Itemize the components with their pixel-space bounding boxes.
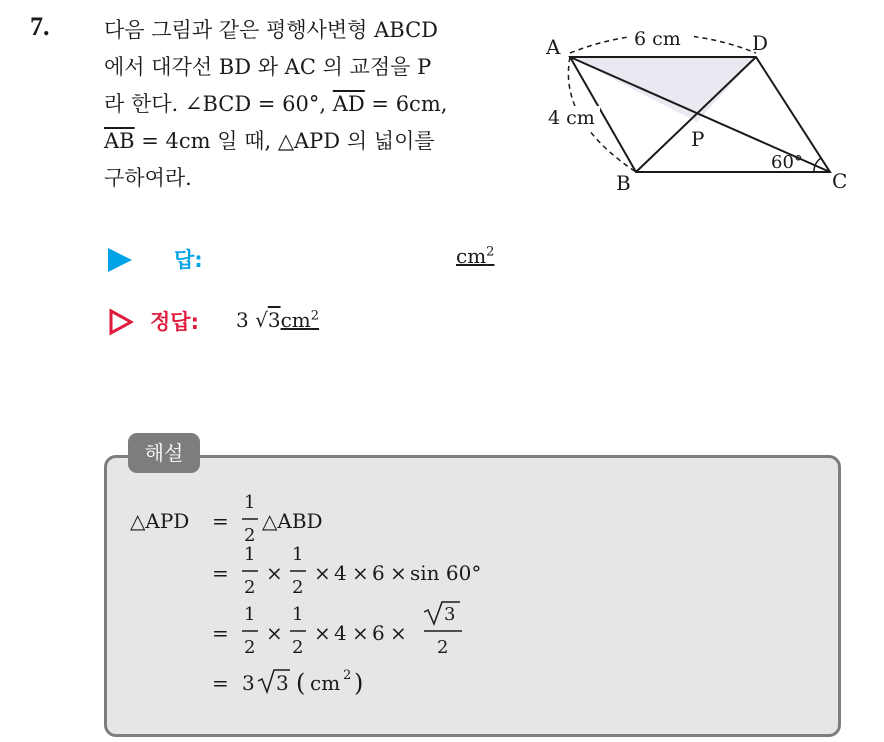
sol-four-3: 4: [334, 621, 347, 645]
question-line-3-a: 라 한다. ∠BCD = 60°,: [104, 92, 333, 116]
correct-unit-base: cm: [280, 308, 311, 332]
correct-unit-exp: 2: [310, 308, 320, 324]
correct-answer-value: 3 $√3cm^2$: [236, 308, 320, 332]
sol-num-3a: 1: [244, 604, 256, 625]
question-number: 7.: [30, 12, 50, 41]
solution-tag: 해설: [128, 433, 200, 473]
question-line-1: 다음 그림과 같은 평행사변형 ABCD: [104, 18, 439, 42]
sol-result-exp: 2: [343, 668, 352, 683]
label-side-length: 4 cm: [548, 107, 595, 129]
sol-num-2a: 1: [244, 544, 256, 565]
sol-eq-4: =: [212, 671, 229, 695]
sol-den-3b: 2: [292, 637, 304, 658]
answer-unit-exp: 2: [486, 244, 495, 260]
correct-radicand: 3: [267, 308, 281, 332]
sol-result-coef: 3: [242, 671, 255, 695]
sol-times-2b: ×: [314, 561, 331, 585]
sol-num-2b: 1: [292, 544, 304, 565]
label-b: B: [616, 171, 631, 195]
segment-ad: $\overline{AD}$: [332, 92, 365, 116]
sol-times-3a: ×: [266, 621, 283, 645]
question-line-4-b: = 4cm 일 때, △APD 의 넓이를: [134, 129, 435, 153]
sol-den-3c: 2: [437, 637, 449, 658]
sol-den-1: 2: [244, 525, 256, 546]
sol-lhs: △APD: [130, 509, 190, 533]
sol-sin: sin 60°: [410, 561, 482, 585]
label-top-length: 6 cm: [634, 28, 681, 50]
sol-times-3c: ×: [352, 621, 369, 645]
label-a: A: [546, 35, 561, 59]
sol-result-rad: 3: [276, 671, 289, 695]
sol-times-3b: ×: [314, 621, 331, 645]
sol-close-paren: ): [354, 669, 364, 697]
question-line-2: 에서 대각선 BD 와 AC 의 교점을 P: [104, 55, 432, 79]
label-p: P: [691, 127, 705, 151]
sol-abd: △ABD: [262, 509, 323, 533]
sol-open-paren: (: [296, 669, 306, 697]
correct-coef: 3: [236, 308, 249, 332]
sol-eq-3: =: [212, 621, 229, 645]
question-line-5: 구하여라.: [104, 166, 192, 190]
sol-eq-1: =: [212, 509, 229, 533]
answer-unit-base: cm: [456, 244, 487, 268]
sol-num-1: 1: [244, 492, 256, 513]
question-line-3-b: = 6cm,: [364, 92, 448, 116]
sol-six-2: 6: [372, 561, 385, 585]
correct-answer-label: 정답:: [150, 310, 199, 334]
answer-label: 답:: [174, 248, 203, 272]
sol-den-3a: 2: [244, 637, 256, 658]
sol-times-2d: ×: [390, 561, 407, 585]
sol-times-2c: ×: [352, 561, 369, 585]
sol-times-2a: ×: [266, 561, 283, 585]
sol-den-2b: 2: [292, 577, 304, 598]
label-c: C: [832, 169, 848, 193]
label-angle: 60°: [771, 152, 803, 173]
segment-ab: $\overline{AB}$: [104, 129, 135, 153]
sol-four-2: 4: [334, 561, 347, 585]
label-d: D: [752, 31, 769, 55]
sol-den-2a: 2: [244, 577, 256, 598]
sol-sqrt-num-3: 3: [444, 604, 456, 625]
sol-times-3d: ×: [390, 621, 407, 645]
sol-six-3: 6: [372, 621, 385, 645]
sol-result-unit: cm: [310, 671, 341, 695]
sol-num-3b: 1: [292, 604, 304, 625]
sol-eq-2: =: [212, 561, 229, 585]
